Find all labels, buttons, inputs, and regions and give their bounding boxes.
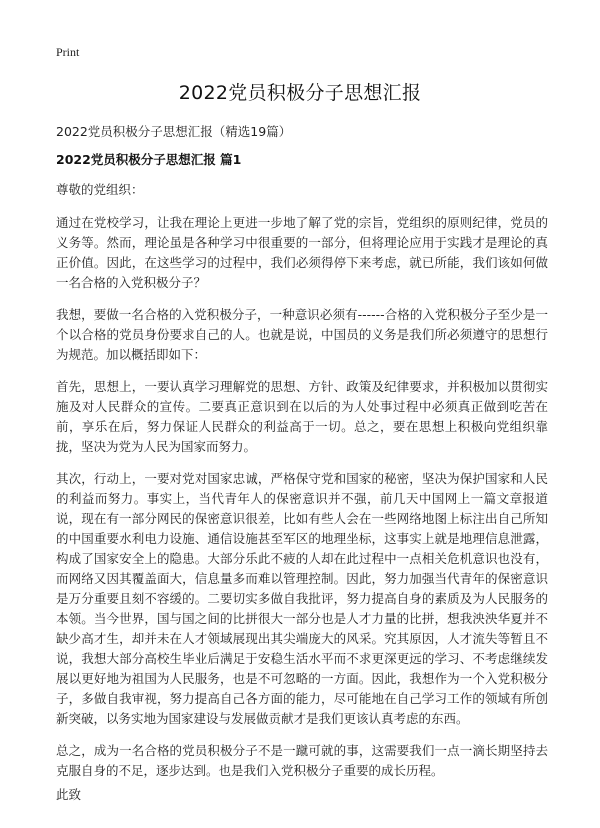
document-body xyxy=(56,213,548,793)
paragraph: 我想，要做一名合格的入党积极分子，一种意识必须有------合格的入党积极分子至少是一个以合格的党员身份要求自己的人。也就是说，中国员的义务是我们所必须遵守的思想行为规范。加以概括即如下： xyxy=(56,307,548,362)
paragraph: 其次，行动上，一要对党对国家忠诚，严格保守党和国家的秘密，坚决为保护国家和人民的利益而努力。事实上，当代青年人的保密意识并不强，前几天中国网上一篇文章报道说，现在有一部分网民的保密意识很差，比如有些人会在一些网络地图上标注出自己所知的中国重要水利电力设施、通信设施甚至军区的地理坐标，这事实上就是地理信息泄露，构成了国家安全上的隐患。大部分乐此不疲的人却在此过程中一点相关危机意识也没有，而网络又因其覆盖面大，信息量多而难以管理控制。因此，努力加强当代青年的保密意识是万分重要且刻不容缓的。二要切实多做自我批评，努力提高自身的素质及为人民服务的本领。当今世界，国与国之间的比拼很大一部分也是人才力量的比拼，想我泱泱华夏并不缺少高才生，却并未在人才领域展现出其尖端庞大的风采。究其原因，人才流失等暂且不说，我想大部分高校生毕业后满足于安稳生活水平而不求更深更远的学习、不考虑继续发展以更好地为祖国为人民服务，也是不可忽略的一方面。因此，我想作为一个入党积极分子，多做自我审视，努力提高自己各方面的能力，尽可能地在自己学习工作的领域有所创新突破，以务实地为国家建设与发展做贡献才是我们更该认真考虑的东西。 xyxy=(56,471,548,726)
salutation: 尊敬的党组织： xyxy=(56,182,144,197)
section-heading: 2022党员积极分子思想汇报 篇1 xyxy=(56,152,242,167)
document-title: 2022党员积极分子思想汇报 xyxy=(178,82,422,104)
paragraph: 通过在党校学习，让我在理论上更进一步地了解了党的宗旨，党组织的原则纪律，党员的义务等。然而，理论虽是各种学习中很重要的一部分，但将理论应用于实践才是理论的真正价值。因此，在这些学习的过程中，我们必须得停下来考虑，就已所能，我们该如何做一名合格的入党积极分子？ xyxy=(56,215,548,290)
closing-line: 此致 xyxy=(56,787,82,802)
document-subtitle: 2022党员积极分子思想汇报（精选19篇） xyxy=(56,124,292,139)
print-link[interactable]: Print xyxy=(56,45,80,59)
paragraph: 首先，思想上，一要认真学习理解党的思想、方针、政策及纪律要求，并积极加以贯彻实施及对人民群众的宣传。二要真正意识到在以后的为人处事过程中必须真正做到吃苦在前，享乐在后，努力保证人民群众的利益高于一切。总之，要在思想上积极向党组织靠拢，坚决为党为人民为国家而努力。 xyxy=(56,379,548,454)
paragraph: 总之，成为一名合格的党员积极分子不是一蹴可就的事，这需要我们一点一滴长期坚持去克服自身的不足，逐步达到。也是我们入党积极分子重要的成长历程。 xyxy=(56,743,548,778)
